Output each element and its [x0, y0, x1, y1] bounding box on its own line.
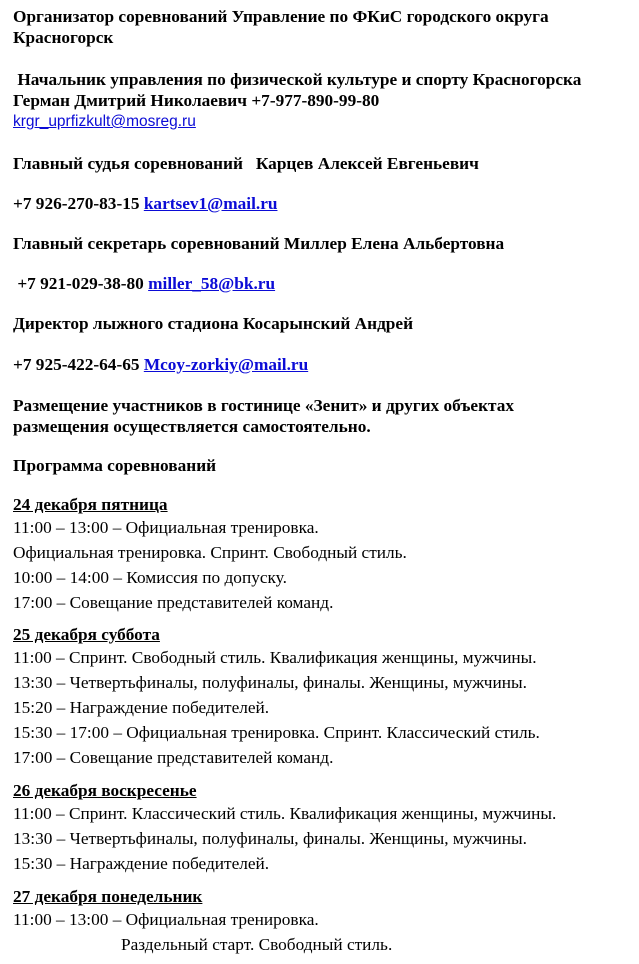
head-block: [13, 69, 581, 132]
day-section: [13, 494, 407, 615]
stadium-director-contact: [13, 354, 308, 375]
stadium-director: Директор лыжного стадиона Косарынский Андрей: [13, 314, 414, 333]
chief-judge-phone: +7 926-270-83-15: [13, 194, 144, 213]
chief-judge-email-link[interactable]: kartsev1@mail.ru: [143, 194, 278, 213]
accommodation-line-1: Размещение участников в гостинице «Зенит» и других объектах: [13, 396, 515, 415]
schedule-item: 17:00 – Совещание представителей команд.: [13, 748, 334, 767]
head-title: Начальник управления по физической культуре и спорту Красногорска: [13, 70, 582, 89]
day-section: [13, 780, 556, 876]
day-section: [13, 886, 392, 957]
organizer-line-1: Организатор соревнований Управление по ФКиС городского округа: [13, 7, 549, 26]
chief-secretary-contact: [13, 273, 275, 294]
head-email-link[interactable]: krgr_uprfizkult@mosreg.ru: [13, 113, 196, 130]
chief-secretary-email-link[interactable]: miller_58@bk.ru: [148, 274, 276, 293]
schedule-item: 11:00 – Спринт. Классический стиль. Квалификация женщины, мужчины.: [13, 804, 557, 823]
organizer-line-2: Красногорск: [13, 28, 114, 47]
day-heading: 26 декабря воскресенье: [13, 781, 197, 800]
schedule-item: 15:30 – 17:00 – Официальная тренировка. Спринт. Классический стиль.: [13, 723, 540, 742]
schedule-item: 10:00 – 14:00 – Комиссия по допуску.: [13, 568, 287, 587]
day-heading: 25 декабря суббота: [13, 625, 160, 644]
day-heading: 24 декабря пятница: [13, 495, 168, 514]
day-heading: 27 декабря понедельник: [13, 887, 203, 906]
schedule-item: 11:00 – Спринт. Свободный стиль. Квалификация женщины, мужчины.: [13, 648, 537, 667]
stadium-director-phone: +7 925-422-64-65: [13, 355, 144, 374]
schedule-item: 15:20 – Награждение победителей.: [13, 698, 270, 717]
accommodation-note: [13, 395, 514, 437]
schedule-item: 15:30 – Награждение победителей.: [13, 854, 270, 873]
chief-judge: Главный судья соревнований Карцев Алексей Евгеньевич: [13, 154, 479, 173]
accommodation-line-2: размещения осуществляется самостоятельно.: [13, 417, 371, 436]
schedule-item: Раздельный старт. Свободный стиль.: [121, 935, 393, 954]
schedule-item: 13:30 – Четвертьфиналы, полуфиналы, финалы. Женщины, мужчины.: [13, 673, 527, 692]
schedule-item: Официальная тренировка. Спринт. Свободный стиль.: [13, 543, 407, 562]
chief-secretary-phone: +7 921-029-38-80: [13, 274, 149, 293]
day-section: [13, 624, 540, 770]
program-title: Программа соревнований: [13, 456, 217, 475]
schedule-item: 11:00 – 13:00 – Официальная тренировка.: [13, 518, 319, 537]
stadium-director-email-link[interactable]: Mcoy-zorkiy@mail.ru: [143, 355, 309, 374]
head-name-phone: Герман Дмитрий Николаевич +7-977-890-99-80: [13, 91, 380, 110]
chief-judge-contact: [13, 193, 277, 214]
schedule-item: 11:00 – 13:00 – Официальная тренировка.: [13, 910, 319, 929]
schedule-item: 17:00 – Совещание представителей команд.: [13, 593, 334, 612]
chief-secretary: Главный секретарь соревнований Миллер Елена Альбертовна: [13, 234, 505, 253]
schedule-item: 13:30 – Четвертьфиналы, полуфиналы, финалы. Женщины, мужчины.: [13, 829, 527, 848]
organizer-block: [13, 6, 549, 48]
